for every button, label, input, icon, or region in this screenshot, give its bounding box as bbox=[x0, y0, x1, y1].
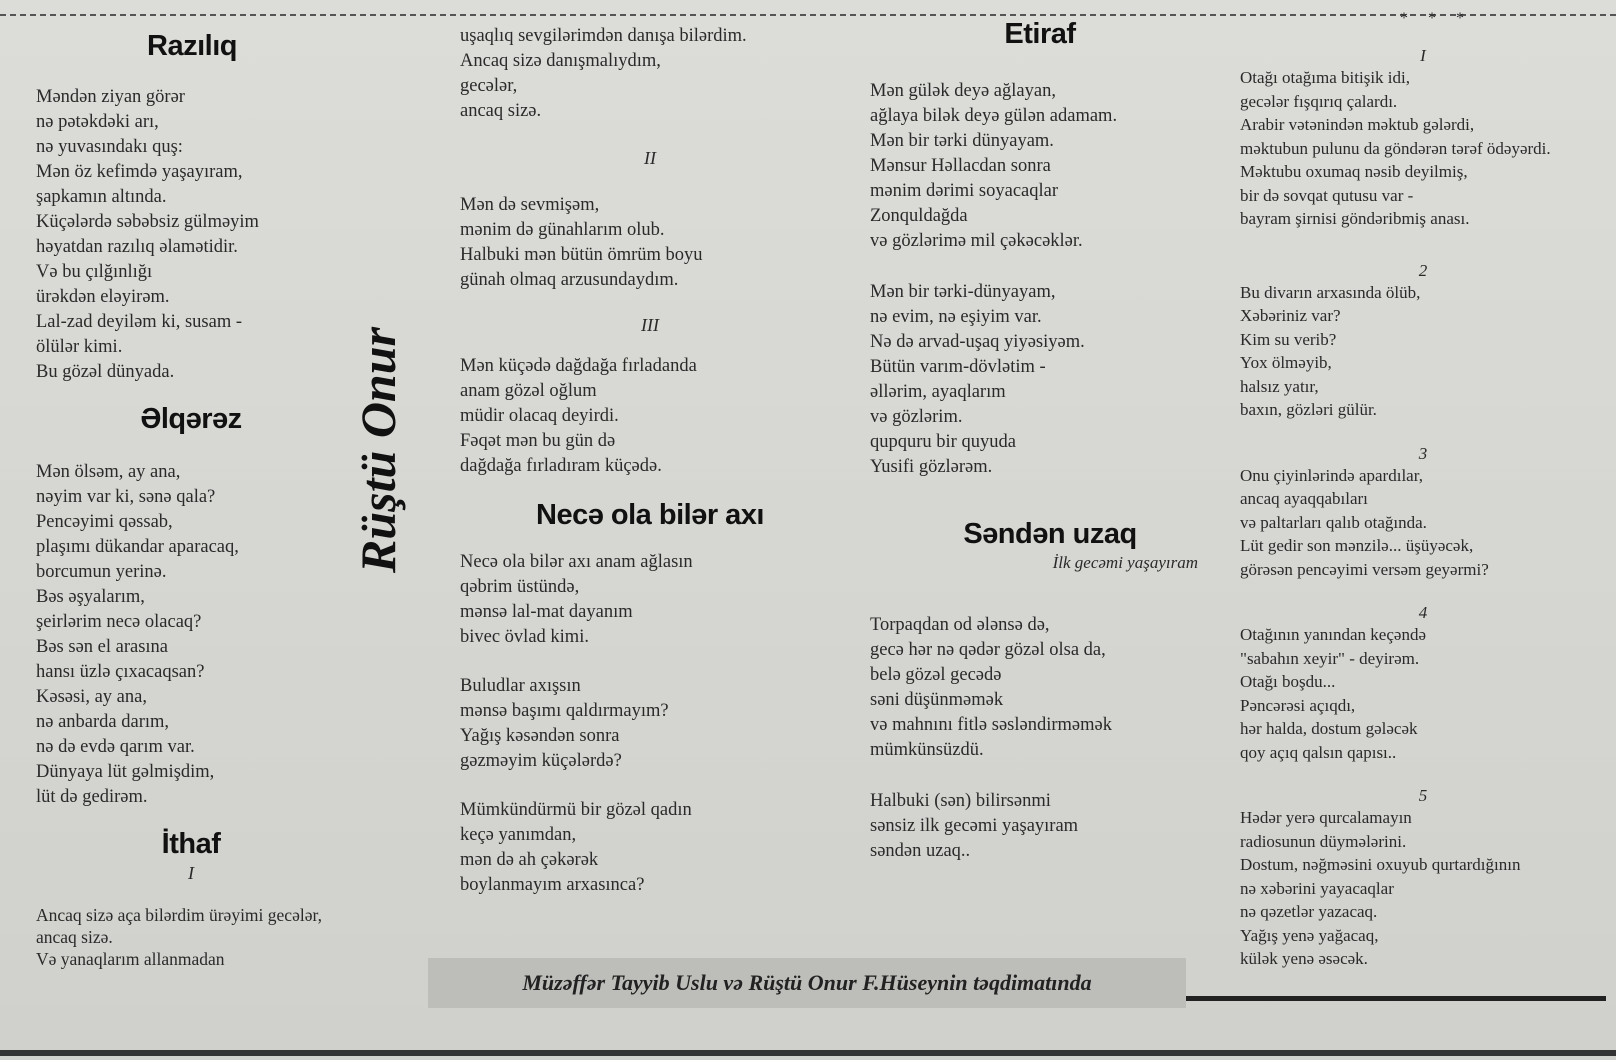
poem-text-ithaf: Ancaq sizə aça bilərdim ürəyimi gecələr, ancaq sizə. Və yanaqlarım allanmadan bbox=[36, 905, 322, 969]
column-4 bbox=[1240, 46, 1606, 971]
poem-title-etiraf: Etiraf bbox=[1004, 18, 1076, 50]
poem-title-senden: Səndən uzaq bbox=[963, 518, 1137, 550]
bottom-rule bbox=[0, 1050, 1616, 1056]
section-number-5: 5 bbox=[1418, 786, 1428, 805]
poem-text-nece-3: Mümkündürmü bir gözəl qadın keçə yanımdan, mən də ah çəkərək boylanmayım arxasınca? bbox=[460, 800, 692, 895]
ithaf-part-3-text: Mən küçədə dağdağa fırladanda anam gözəl oğlum müdir olacaq deyirdi. Fəqət mən bu gün də dağdağa fırladıram küçədə. bbox=[460, 356, 697, 476]
author-name-text: Rüştü Onur bbox=[350, 327, 406, 573]
poem-title-elgerez: Əlqərəz bbox=[140, 403, 242, 435]
section-text-1: Otağı otağıma bitişik idi, gecələr fışqırıq çalardı. Arabir vətənindən məktub gələrdi, məktubun pulunu da göndərən tərəf ödəyərdi. Məktubu oxumaq nəsib deyilmiş, bir də sovqat qutusu var - bayram şirnisi göndəribmiş anası. bbox=[1240, 68, 1551, 228]
poem-text-elgerez: Mən ölsəm, ay ana, nəyim var ki, sənə qala? Pencəyimi qəssab, plaşımı dükandar aparacaq, borcumun yerinə. Bəs əşyalarım, şeirlərim necə olacaq? Bəs sən el arasına hansı üzlə çıxacaqsan? Kəsəsi, ay ana, nə anbarda darım, nə də evdə qarım var. Dünyaya lüt gəlmişdim, lüt də gedirəm. bbox=[36, 462, 239, 807]
section-text-3: Onu çiyinlərində apardılar, ancaq ayaqqabıları və paltarları qalıb otağında. Lüt gedir son mənzilə... üşüyəcək, görəsən pencəyimi versəm geyərmi? bbox=[1240, 465, 1489, 579]
poem-text-senden-2: Halbuki (sən) bilirsənmi sənsiz ilk gecəmi yaşayıram səndən uzaq.. bbox=[870, 791, 1079, 861]
poem-subtitle-senden: İlk gecəmi yaşayıram bbox=[1052, 553, 1198, 572]
poem-title-ithaf: İthaf bbox=[161, 828, 221, 860]
credit-text: Müzəffər Tayyib Uslu və Rüştü Onur F.Hüseynin təqdimatında bbox=[522, 970, 1092, 995]
section-number-2: 2 bbox=[1418, 260, 1428, 280]
ithaf-roman-numeral: I bbox=[188, 863, 194, 883]
column-2 bbox=[460, 24, 840, 898]
section-text-2: Bu divarın arxasında ölüb, Xəbəriniz var? Kim su verib? Yox ölməyib, halsız yatır, baxın, gözləri gülür. bbox=[1240, 282, 1421, 419]
poem-title-nece: Necə ola bilər axı bbox=[536, 499, 764, 531]
vertical-author-name bbox=[348, 300, 408, 600]
section-number-3: 3 bbox=[1418, 443, 1428, 463]
poem-text-nece-1: Necə ola bilər axı anam ağlasın qəbrim üstündə, mənsə lal-mat dayanım bivec övlad kimi. bbox=[460, 552, 693, 647]
ithaf-continued-text: uşaqlıq sevgilərimdən danışa bilərdim. Ancaq sizə danışmalıydım, gecələr, ancaq sizə. bbox=[460, 26, 747, 121]
section-number-4: 4 bbox=[1418, 603, 1428, 622]
poem-text-razilig: Məndən ziyan görər nə pətəkdəki arı, nə yuvasındakı quş: Mən öz kefimdə yaşayıram, şapkamın altında. Küçələrdə səbəbsiz gülməyim həyatdan razılıq əlamətidir. Və bu çılğınlığı ürəkdən eləyirəm. Lal-zad deyiləm ki, susam - ölülər kimi. Bu gözəl dünyada. bbox=[36, 87, 259, 382]
poem-text-etiraf-1: Mən gülək deyə ağlayan, ağlaya bilək deyə gülən adamam. Mən bir tərki dünyayam. Mənsur Həllacdan sonra mənim dərimi soyacaqlar Zonquldağda və gözlərimə mil çəkəcəklər. bbox=[870, 81, 1118, 251]
poem-text-nece-2: Buludlar axışsın mənsə başımı qaldırmayım? Yağış kəsəndən sonra gəzməyim küçələrdə? bbox=[460, 676, 669, 771]
poem-text-senden-1: Torpaqdan od ələnsə də, gecə hər nə qədər gözəl olsa da, belə gözəl gecədə səni düşünməmək və mahnını fitlə səsləndirməmək mümkünsüzdü. bbox=[870, 615, 1112, 760]
ithaf-part-2-text: Mən də sevmişəm, mənim də günahlarım olub. Halbuki mən bütün ömrüm boyu günah olmaq arzusundaydım. bbox=[460, 195, 703, 290]
section-text-4: Otağının yanından keçəndə "sabahın xeyir" - deyirəm. Otağı boşdu... Pəncərəsi açıqdı, hər halda, dostum gələcək qoy açıq qalsın qapısı.. bbox=[1240, 625, 1426, 762]
ithaf-roman-3: III bbox=[641, 315, 659, 335]
section-stars: * * * bbox=[1400, 10, 1472, 27]
top-dashed-line bbox=[0, 14, 1616, 16]
column-3 bbox=[870, 18, 1210, 864]
right-rule bbox=[1186, 996, 1606, 1001]
poem-text-etiraf-2: Mən bir tərki-dünyayam, nə evim, nə eşiyim var. Nə də arvad-uşaq yiyəsiyəm. Bütün varım-dövlətim - əllərim, ayaqlarım və gözlərim. qupquru bir quyuda Yusifi gözlərəm. bbox=[870, 282, 1085, 477]
ithaf-roman-2: II bbox=[644, 148, 656, 168]
poem-title-razilig: Razılıq bbox=[147, 30, 237, 62]
column-1 bbox=[36, 30, 356, 970]
section-text-5: Hədər yerə qurcalamayın radiosunun düymələrini. Dostum, nəğməsini oxuyub qurtardığının nə xəbərini yayacaqlar nə qəzetlər yazacaq. Yağış yenə yağacaq, külək yenə əsəcək. bbox=[1240, 808, 1521, 968]
credit-banner bbox=[428, 958, 1186, 1008]
section-number-1: I bbox=[1420, 46, 1426, 65]
